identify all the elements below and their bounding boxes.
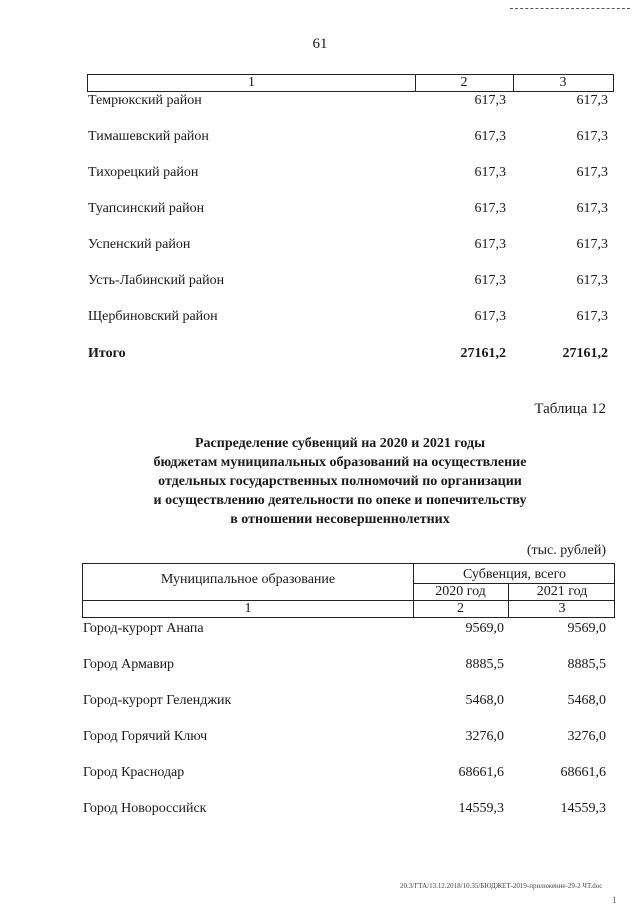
row-name: Темрюкский район — [88, 93, 202, 108]
header-col-number-1: 1 — [244, 601, 252, 616]
table12-row — [0, 801, 640, 821]
row-value-2020: 9569,0 — [465, 621, 504, 636]
table11-row — [0, 309, 640, 329]
row-value-2021: 617,3 — [576, 309, 608, 324]
row-name: Город-курорт Анапа — [83, 621, 204, 636]
title-line: отдельных государственных полномочий по организации — [158, 474, 522, 489]
table12-row — [0, 693, 640, 713]
row-name: Город Горячий Ключ — [83, 729, 208, 744]
row-value-2021: 617,3 — [576, 165, 608, 180]
top-decoration-line — [510, 8, 630, 9]
table12-row — [0, 621, 640, 641]
header-year-2020: 2020 год — [435, 584, 486, 599]
row-value-2020: 5468,0 — [465, 693, 504, 708]
table11-header-col2: 2 — [460, 75, 468, 90]
table12-header — [82, 563, 615, 618]
header-col-number-3: 3 — [558, 601, 566, 616]
row-name: Тимашевский район — [88, 129, 209, 144]
table11-row — [0, 129, 640, 149]
row-value-2021: 617,3 — [576, 201, 608, 216]
header-col-number-2: 2 — [457, 601, 464, 616]
row-value-2020: 617,3 — [474, 201, 506, 216]
row-value-2020: 617,3 — [474, 165, 506, 180]
row-value-2021: 617,3 — [576, 129, 608, 144]
row-value-2021: 3276,0 — [567, 729, 606, 744]
row-value-2020: 68661,6 — [458, 765, 504, 780]
row-value-2021: 617,3 — [576, 93, 608, 108]
row-value-2020: 3276,0 — [465, 729, 504, 744]
table11-row — [0, 273, 640, 293]
header-municipality: Муниципальное образование — [160, 572, 336, 587]
table12-label: Таблица 12 — [534, 401, 606, 417]
table11-header-col3: 3 — [559, 75, 567, 90]
row-value-2020: 14559,3 — [458, 801, 504, 816]
row-value-2020: 8885,5 — [465, 657, 504, 672]
row-name: Город Армавир — [83, 657, 175, 672]
row-value-2020: 617,3 — [474, 129, 506, 144]
title-line: Распределение субвенций на 2020 и 2021 годы — [195, 436, 485, 451]
row-value-2020: 617,3 — [474, 273, 506, 288]
table11-row — [0, 237, 640, 257]
row-name: Туапсинский район — [88, 201, 205, 216]
title-line: бюджетам муниципальных образований на осуществление — [153, 455, 527, 470]
table11-row — [0, 201, 640, 221]
row-value-2020: 617,3 — [474, 309, 506, 324]
row-value-2020: 617,3 — [474, 93, 506, 108]
table12-units: (тыс. рублей) — [526, 543, 606, 558]
title-line: в отношении несовершеннолетних — [230, 512, 450, 527]
table11-total-row — [0, 346, 640, 366]
table12-row — [0, 729, 640, 749]
table11-row — [0, 165, 640, 185]
row-value-2021: 617,3 — [576, 237, 608, 252]
table11-row — [0, 93, 640, 113]
row-name: Город-курорт Геленджик — [83, 693, 232, 708]
footer-file-path: 20.3/ГТА/13.12.2018/10.35/БЮДЖЕТ-2019-приложение-29-2 ЧТ.doc — [400, 882, 603, 890]
table11-header-col1: 1 — [248, 75, 255, 90]
row-value-2021: 68661,6 — [560, 765, 606, 780]
row-name: Щербиновский район — [88, 309, 218, 324]
total-value-2020: 27161,2 — [460, 346, 506, 361]
corner-mark: 1 — [612, 895, 617, 905]
row-value-2021: 9569,0 — [567, 621, 606, 636]
row-value-2021: 14559,3 — [560, 801, 606, 816]
row-name: Усть-Лабинский район — [88, 273, 225, 288]
row-name: Успенский район — [88, 237, 191, 252]
table12-title — [100, 434, 580, 529]
header-subvention-total: Субвенция, всего — [462, 567, 567, 582]
table12-row — [0, 765, 640, 785]
title-line: и осуществлению деятельности по опеке и попечительству — [153, 493, 527, 508]
total-label: Итого — [88, 346, 126, 361]
row-name: Город Новороссийск — [83, 801, 207, 816]
page-number: 61 — [312, 36, 328, 52]
row-value-2021: 617,3 — [576, 273, 608, 288]
table12-row — [0, 657, 640, 677]
table11-header — [87, 74, 614, 92]
row-value-2020: 617,3 — [474, 237, 506, 252]
row-name: Тихорецкий район — [88, 165, 199, 180]
row-value-2021: 5468,0 — [567, 693, 606, 708]
total-value-2021: 27161,2 — [562, 346, 608, 361]
row-name: Город Краснодар — [83, 765, 185, 780]
row-value-2021: 8885,5 — [567, 657, 606, 672]
header-year-2021: 2021 год — [536, 584, 588, 599]
